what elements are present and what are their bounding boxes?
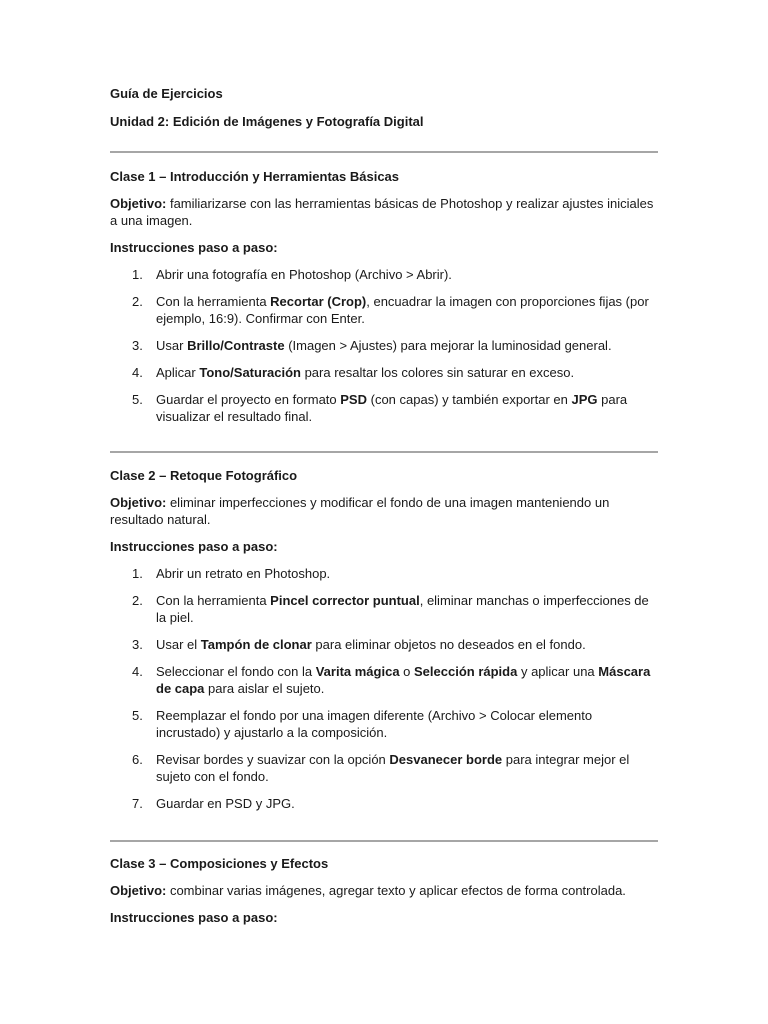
step-emphasis: Recortar (Crop) — [270, 294, 367, 309]
section-clase-1 — [110, 168, 658, 435]
step-item — [110, 751, 658, 785]
objective-text: familiarizarse con las herramientas básicas de Photoshop y realizar ajustes iniciales a una imagen. — [110, 196, 654, 228]
step-emphasis: Tono/Saturación — [199, 365, 301, 380]
step-text: Revisar bordes y suavizar con la opción — [156, 752, 390, 767]
step-text: Usar el — [156, 637, 201, 652]
section-title: Clase 3 – Composiciones y Efectos — [110, 856, 329, 871]
section-clase-2 — [110, 467, 658, 822]
step-text: para integrar mejor el sujeto con el fondo. — [156, 752, 630, 784]
step-text: (con capas) y también exportar en — [367, 392, 572, 407]
step-number: 1. — [132, 267, 143, 282]
objective-paragraph — [110, 882, 658, 899]
step-text: y aplicar una — [517, 664, 599, 679]
step-emphasis: PSD — [340, 392, 367, 407]
section-divider — [110, 840, 658, 842]
step-text: Abrir una fotografía en Photoshop (Archivo > Abrir). — [156, 267, 452, 282]
step-item — [110, 364, 658, 381]
step-emphasis: JPG — [571, 392, 598, 407]
step-emphasis: Desvanecer borde — [389, 752, 503, 767]
objective-label: Objetivo: — [110, 883, 167, 898]
section-divider — [110, 151, 658, 153]
step-number: 2. — [132, 294, 143, 309]
instructions-heading: Instrucciones paso a paso: — [110, 240, 278, 255]
step-item — [110, 592, 658, 626]
step-text: Usar — [156, 338, 188, 353]
objective-label: Objetivo: — [110, 196, 167, 211]
steps-list — [110, 266, 658, 425]
step-text: , encuadrar la imagen con proporciones fijas (por ejemplo, 16:9). Confirmar con Enter. — [156, 294, 649, 326]
step-text: para visualizar el resultado final. — [156, 392, 628, 424]
step-text: Reemplazar el fondo por una imagen diferente (Archivo > Colocar elemento incrustado) y ajustarlo a la composición. — [156, 708, 593, 740]
step-number: 5. — [132, 392, 143, 407]
section-title: Clase 1 – Introducción y Herramientas Básicas — [110, 169, 400, 184]
objective-paragraph — [110, 494, 658, 528]
step-number: 3. — [132, 637, 143, 652]
steps-list — [110, 565, 658, 812]
step-text: Guardar el proyecto en formato — [156, 392, 341, 407]
step-emphasis: Tampón de clonar — [200, 637, 312, 652]
step-number: 2. — [132, 593, 143, 608]
step-text: Guardar en PSD y JPG. — [156, 796, 295, 811]
step-text: para eliminar objetos no deseados en el fondo. — [311, 637, 586, 652]
step-number: 5. — [132, 708, 143, 723]
step-text: , eliminar manchas o imperfecciones de la piel. — [156, 593, 649, 625]
step-text: Con la herramienta — [156, 294, 271, 309]
step-item — [110, 266, 658, 283]
step-item — [110, 795, 658, 812]
step-text: Aplicar — [156, 365, 200, 380]
objective-label: Objetivo: — [110, 495, 167, 510]
step-number: 7. — [132, 796, 143, 811]
step-number: 1. — [132, 566, 143, 581]
step-item — [110, 707, 658, 741]
objective-text: combinar varias imágenes, agregar texto y aplicar efectos de forma controlada. — [166, 883, 626, 898]
step-item — [110, 337, 658, 354]
instructions-heading: Instrucciones paso a paso: — [110, 539, 278, 554]
step-emphasis: Selección rápida — [414, 664, 518, 679]
step-number: 4. — [132, 664, 143, 679]
step-text: Abrir un retrato en Photoshop. — [156, 566, 331, 581]
step-item — [110, 391, 658, 425]
step-text: para aislar el sujeto. — [204, 681, 325, 696]
step-emphasis: Varita mágica — [315, 664, 400, 679]
objective-paragraph — [110, 195, 658, 229]
step-item — [110, 565, 658, 582]
section-divider — [110, 451, 658, 453]
step-text: para resaltar los colores sin saturar en exceso. — [300, 365, 575, 380]
step-item — [110, 663, 658, 697]
section-title: Clase 2 – Retoque Fotográfico — [110, 468, 298, 483]
instructions-heading: Instrucciones paso a paso: — [110, 910, 278, 925]
step-text: Seleccionar el fondo con la — [156, 664, 316, 679]
step-item — [110, 293, 658, 327]
step-emphasis: Brillo/Contraste — [187, 338, 285, 353]
objective-text: eliminar imperfecciones y modificar el fondo de una imagen manteniendo un resultado natural. — [110, 495, 610, 527]
document-title: Guía de Ejercicios — [110, 86, 223, 101]
step-text: o — [399, 664, 415, 679]
step-number: 4. — [132, 365, 143, 380]
step-item — [110, 636, 658, 653]
section-clase-3 — [110, 855, 658, 936]
step-emphasis: Pincel corrector puntual — [270, 593, 420, 608]
document-subtitle: Unidad 2: Edición de Imágenes y Fotografía Digital — [110, 114, 424, 129]
step-number: 3. — [132, 338, 143, 353]
step-text: (Imagen > Ajustes) para mejorar la luminosidad general. — [284, 338, 612, 353]
step-number: 6. — [132, 752, 143, 767]
step-emphasis: Máscara de capa — [156, 664, 651, 696]
step-text: Con la herramienta — [156, 593, 271, 608]
